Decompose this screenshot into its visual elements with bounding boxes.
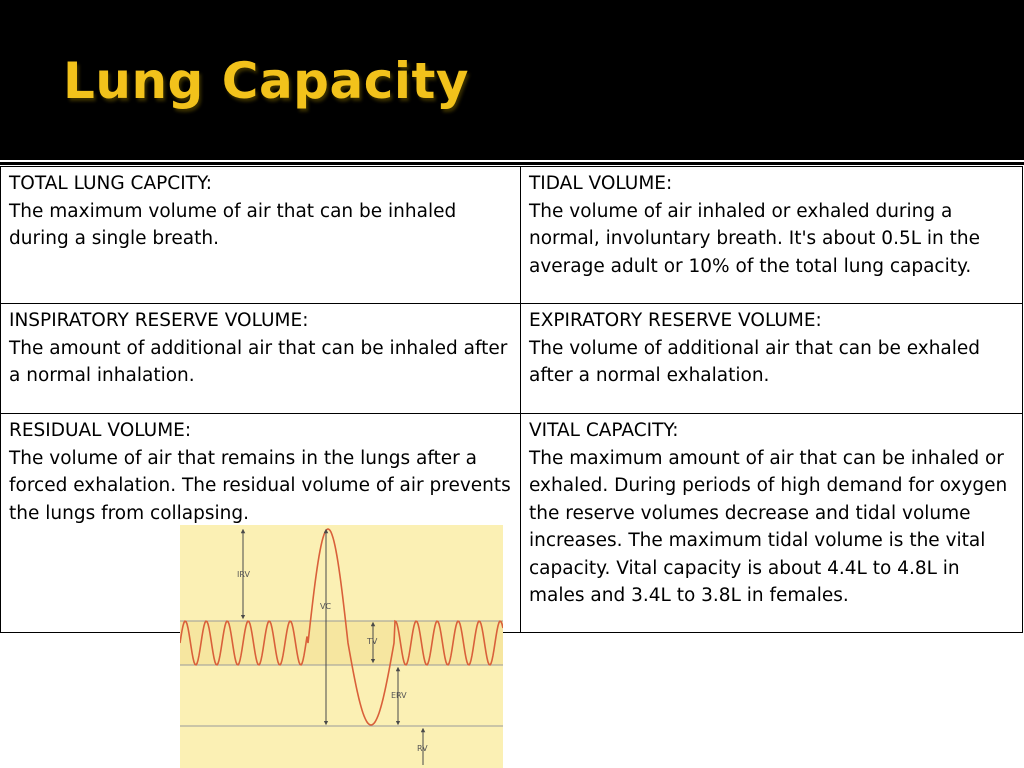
title-divider (0, 162, 1024, 165)
slide-title: Lung Capacity (63, 52, 469, 110)
cell-total-lung-capacity (1, 167, 521, 304)
rv-label: RV (417, 744, 428, 753)
cell-tidal-volume (521, 167, 1023, 304)
tidal-band (180, 621, 503, 665)
tv-label: TV (367, 637, 378, 646)
cell-description: The volume of air that remains in the lungs after a forced exhalation. The residual volume of air prevents the lungs from collapsing. (9, 447, 511, 524)
cell-expiratory-reserve-volume (521, 304, 1023, 414)
cell-heading: EXPIRATORY RESERVE VOLUME: (529, 310, 822, 331)
cell-description: The maximum amount of air that can be inhaled or exhaled. During periods of high demand for oxygen the reserve volumes decrease and tidal volume increases. The maximum tidal volume is the vital capacity. Vital capacity is about 4.4L to 4.8L in males and 3.4L to 3.8L in females. (529, 447, 1008, 606)
vc-label: VC (320, 602, 332, 611)
lung-capacity-table (0, 166, 1023, 633)
cell-heading: RESIDUAL VOLUME: (9, 420, 192, 441)
erv-label: ERV (391, 691, 407, 700)
cell-heading: VITAL CAPACITY: (529, 420, 679, 441)
cell-description: The maximum volume of air that can be inhaled during a single breath. (9, 200, 457, 249)
cell-heading: TOTAL LUNG CAPCITY: (9, 173, 213, 194)
cell-description: The volume of air inhaled or exhaled during a normal, involuntary breath. It's about 0.5L in the average adult or 10% of the total lung capacity. (529, 200, 981, 277)
cell-heading: INSPIRATORY RESERVE VOLUME: (9, 310, 309, 331)
cell-heading: TIDAL VOLUME: (529, 173, 673, 194)
cell-vital-capacity (521, 414, 1023, 633)
irv-label: IRV (237, 570, 250, 579)
cell-description: The volume of additional air that can be exhaled after a normal exhalation. (529, 337, 981, 386)
cell-inspiratory-reserve-volume (1, 304, 521, 414)
lung-volume-diagram (180, 525, 503, 768)
cell-description: The amount of additional air that can be inhaled after a normal inhalation. (9, 337, 508, 386)
